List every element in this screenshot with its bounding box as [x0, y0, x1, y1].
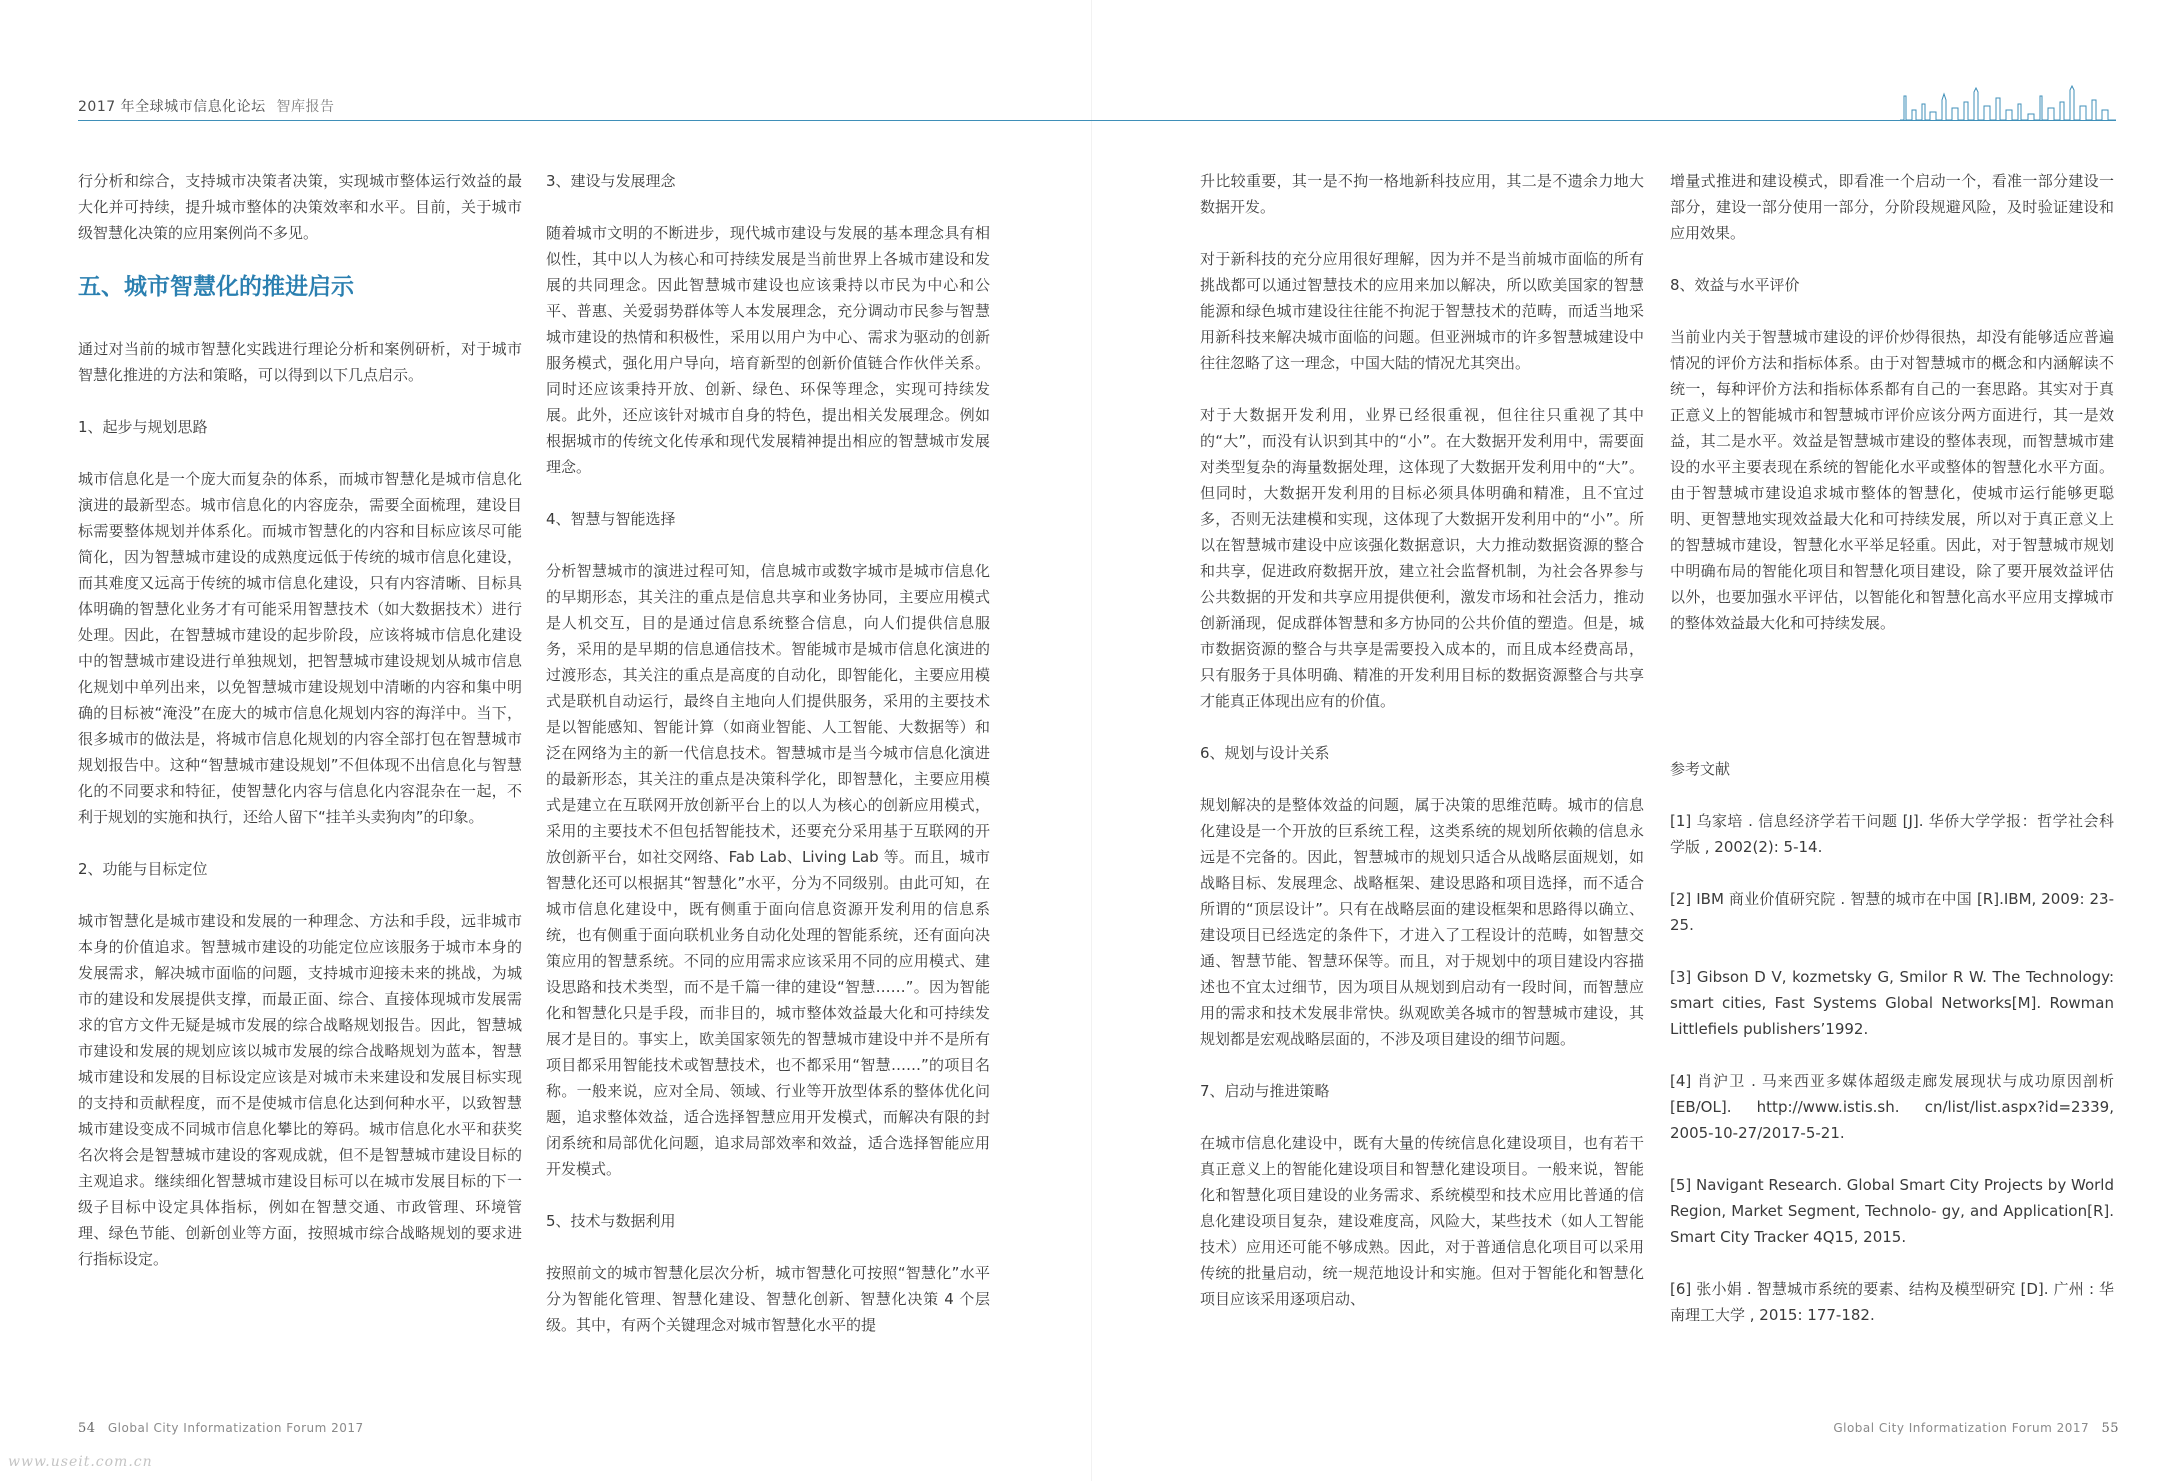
- paragraph: 城市智慧化是城市建设和发展的一种理念、方法和手段，远非城市本身的价值追求。智慧城市建设的功能定位应该服务于城市本身的发展需求，解决城市面临的问题，支持城市迎接未来的挑战，为城市的建设和发展提供支撑，而最正面、综合、直接体现城市发展需求的官方文件无疑是城市发展的综合战略规划报告。因此，智慧城市建设和发展的规划应该以城市发展的综合战略规划为蓝本，智慧城市建设和发展的目标设定应该是对城市未来建设和发展目标实现的支持和贡献程度，而不是使城市信息化达到何种水平，以致智慧城市建设变成不同城市信息化攀比的筹码。城市信息化水平和获奖名次将会是智慧城市建设的客观成就，但不是智慧城市建设目标的主观追求。继续细化智慧城市建设目标可以在城市发展目标的下一级子目标中设定具体指标，例如在智慧交通、市政管理、环境管理、绿色节能、创新创业等方面，按照城市综合战略规划的要求进行指标设定。: [78, 912, 522, 1268]
- paragraph: 当前业内关于智慧城市建设的评价炒得很热，却没有能够适应普遍情况的评价方法和指标体系。由于对智慧城市的概念和内涵解读不统一，每种评价方法和指标体系都有自己的一套思路。其实对于真正意义上的智能城市和智慧城市评价应该分两方面进行，其一是效益，其二是水平。效益是智慧城市建设的整体表现，而智慧城市建设的水平主要表现在系统的智能化水平或整体的智慧化水平方面。由于智慧城市建设追求城市整体的智慧化，使城市运行能够更聪明、更智慧地实现效益最大化和可持续发展，所以对于真正意义上的智慧城市建设，智慧化水平举足轻重。因此，对于智慧城市规划中明确布局的智能化项目和智慧化项目建设，除了要开展效益评估以外，也要加强水平评估，以智能化和智慧化高水平应用支撑城市的整体效益最大化和可持续发展。: [1670, 328, 2114, 632]
- header-title: 2017 年全球城市信息化论坛: [78, 99, 266, 115]
- paragraph: 对于新科技的充分应用很好理解，因为并不是当前城市面临的所有挑战都可以通过智慧技术的应用来加以解决，所以欧美国家的智慧能源和绿色城市建设往往能不拘泥于智慧技术的范畴，而适当地采用新科技来解决城市面临的问题。但亚洲城市的许多智慧城建设中往往忽略了这一理念，中国大陆的情况尤其突出。: [1200, 250, 1644, 372]
- column-1: [78, 168, 522, 1298]
- paragraph: 升比较重要，其一是不拘一格地新科技应用，其二是不遗余力地大数据开发。: [1200, 172, 1644, 216]
- footer-right-text: Global City Informatization Forum 2017: [1833, 1421, 2090, 1435]
- paragraph: 随着城市文明的不断进步，现代城市建设与发展的基本理念具有相似性，其中以人为核心和可持续发展是当前世界上各城市建设和发展的共同理念。因此智慧城市建设也应该秉持以市民为中心和公平、普惠、关爱弱势群体等人本发展理念，充分调动市民参与智慧城市建设的热情和积极性，采用以用户为中心、需求为驱动的创新服务模式，强化用户导向，培育新型的创新价值链合作伙伴关系。同时还应该秉持开放、创新、绿色、环保等理念，实现可持续发展。此外，还应该针对城市自身的特色，提出相关发展理念。例如根据城市的传统文化传承和现代发展精神提出相应的智慧城市发展理念。: [546, 224, 990, 476]
- city-skyline-icon: [1900, 84, 2116, 120]
- paragraph: 分析智慧城市的演进过程可知，信息城市或数字城市是城市信息化的早期形态，其关注的重点是信息共享和业务协同，主要应用模式是人机交互，目的是通过信息系统整合信息，向人们提供信息服务，采用的是早期的信息通信技术。智能城市是城市信息化演进的过渡形态，其关注的重点是高度的自动化，即智能化，主要应用模式是联机自动运行，最终自主地向人们提供服务，采用的主要技术是以智能感知、智能计算（如商业智能、人工智能、大数据等）和泛在网络为主的新一代信息技术。智慧城市是当今城市信息化演进的最新形态，其关注的重点是决策科学化，即智慧化，主要应用模式是建立在互联网开放创新平台上的以人为核心的创新应用模式，采用的主要技术不但包括智能技术，还要充分采用基于互联网的开放创新平台，如社交网络、Fab Lab、Living Lab 等。而且，城市智慧化还可以根据其“智慧化”水平，分为不同级别。由此可知，在城市信息化建设中，既有侧重于面向信息资源开发利用的信息系统，也有侧重于面向联机业务自动化处理的智能系统，还有面向决策应用的智慧系统。不同的应用需求应该采用不同的应用模式、建设思路和技术类型，而不是千篇一律的建设“智慧……”。因为智能化和智慧化只是手段，而非目的，城市整体效益最大化和可持续发展才是目的。事实上，欧美国家领先的智慧城市建设中并不是所有项目都采用智能技术或智慧技术，也不都采用“智慧……”的项目名称。一般来说，应对全局、领域、行业等开放型体系的整体优化问题，追求整体效益，适合选择智慧应用开发模式，而解决有限的封闭系统和局部优化问题，追求局部效率和效益，适合选择智能应用开发模式。: [546, 562, 990, 1178]
- paragraph: 规划解决的是整体效益的问题，属于决策的思维范畴。城市的信息化建设是一个开放的巨系统工程，这类系统的规划所依赖的信息永远是不完备的。因此，智慧城市的规划只适合从战略层面规划，如战略目标、发展理念、战略框架、建设思路和项目选择，而不适合所谓的“顶层设计”。只有在战略层面的建设框架和思路得以确立、建设项目已经选定的条件下，才进入了工程设计的范畴，如智慧交通、智慧节能、智慧环保等。而且，对于规划中的项目建设内容描述也不宜太过细节，因为项目从规划到启动有一段时间，而智慧应用的需求和技术发展非常快。纵观欧美各城市的智慧城市建设，其规划都是宏观战略层面的，不涉及项目建设的细节问题。: [1200, 796, 1644, 1048]
- reference-item: [1] 乌家培 . 信息经济学若干问题 [J]. 华侨大学学报：哲学社会科学版 , 2002(2): 5-14.: [1670, 812, 2114, 856]
- header-rule: [78, 120, 2116, 121]
- paragraph: 城市信息化是一个庞大而复杂的体系，而城市智慧化是城市信息化演进的最新型态。城市信息化的内容庞杂，需要全面梳理，建设目标需要整体规划并体系化。而城市智慧化的内容和目标应该尽可能简化，因为智慧城市建设的成熟度远低于传统的城市信息化建设，而其难度又远高于传统的城市信息化建设，只有内容清晰、目标具体明确的智慧化业务才有可能采用智慧技术（如大数据技术）进行处理。因此，在智慧城市建设的起步阶段，应该将城市信息化建设中的智慧城市建设进行单独规划，把智慧城市建设规划从城市信息化规划中单列出来，以免智慧城市建设规划中清晰的内容和集中明确的目标被“淹没”在庞大的城市信息化规划内容的海洋中。当下，很多城市的做法是，将城市信息化规划的内容全部打包在智慧城市规划报告中。这种“智慧城市建设规划”不但体现不出信息化与智慧化的不同要求和特征，使智慧化内容与信息化内容混杂在一起，不利于规划的实施和执行，还给人留下“挂羊头卖狗肉”的印象。: [78, 470, 522, 826]
- column-4: [1670, 168, 2114, 1354]
- subsection-heading: 4、智慧与智能选择: [546, 510, 676, 528]
- footer-left-text: Global City Informatization Forum 2017: [107, 1421, 364, 1435]
- subsection-heading: 5、技术与数据利用: [546, 1212, 676, 1230]
- paragraph: 按照前文的城市智慧化层次分析，城市智慧化可按照“智慧化”水平分为智能化管理、智慧化建设、智慧化创新、智慧化决策 4 个层级。其中，有两个关键理念对城市智慧化水平的提: [546, 1264, 990, 1334]
- references-heading: 参考文献: [1670, 760, 1731, 778]
- column-3: [1200, 168, 1644, 1338]
- reference-item: [3] Gibson D V, kozmetsky G, Smilor R W. The Technology: smart cities, Fast Systems Global Networks[M]. Rowman Littlefiels publishers’1992.: [1670, 968, 2114, 1038]
- footer-left: [78, 1421, 364, 1436]
- reference-item: [5] Navigant Research. Global Smart City Projects by World Region, Market Segment, Technolo- gy, and Application[R]. Smart City Tracker 4Q15, 2015.: [1670, 1176, 2114, 1246]
- header-subtitle: 智库报告: [276, 99, 335, 115]
- paragraph: 增量式推进和建设模式，即看准一个启动一个，看准一部分建设一部分，建设一部分使用一部分，分阶段规避风险，及时验证建设和应用效果。: [1670, 172, 2114, 242]
- subsection-heading: 2、功能与目标定位: [78, 860, 208, 878]
- section-title: 五、城市智慧化的推进启示: [78, 273, 354, 300]
- reference-item: [2] IBM 商业价值研究院 . 智慧的城市在中国 [R].IBM, 2009: 23-25.: [1670, 890, 2114, 934]
- page-gutter: [1091, 0, 1092, 1481]
- subsection-heading: 1、起步与规划思路: [78, 418, 208, 436]
- footer-right: [1833, 1421, 2119, 1436]
- running-header: [78, 96, 335, 116]
- page-number-right: 55: [2101, 1421, 2119, 1436]
- paragraph: 行分析和综合，支持城市决策者决策，实现城市整体运行效益的最大化并可持续，提升城市整体的决策效率和水平。目前，关于城市级智慧化决策的应用案例尚不多见。: [78, 172, 522, 242]
- subsection-heading: 7、启动与推进策略: [1200, 1082, 1330, 1100]
- reference-item: [4] 肖沪卫 . 马来西亚多媒体超级走廊发展现状与成功原因剖析 [EB/OL]. http://www.istis.sh. cn/list/list.aspx?id=2339, 2005-10-27/2017-5-21.: [1670, 1072, 2114, 1142]
- reference-item: [6] 张小娟 . 智慧城市系统的要素、结构及模型研究 [D]. 广州 : 华南理工大学 , 2015: 177-182.: [1670, 1280, 2114, 1324]
- paragraph: 对于大数据开发利用，业界已经很重视，但往往只重视了其中的“大”，而没有认识到其中的“小”。在大数据开发利用中，需要面对类型复杂的海量数据处理，这体现了大数据开发利用中的“大”。但同时，大数据开发利用的目标必须具体明确和精准，且不宜过多，否则无法建模和实现，这体现了大数据开发利用中的“小”。所以在智慧城市建设中应该强化数据意识，大力推动数据资源的整合和共享，促进政府数据开放，建立社会监督机制，为社会各界参与公共数据的开发和共享应用提供便利，激发市场和社会活力，推动创新涌现，促成群体智慧和多方协同的公共价值的塑造。但是，城市数据资源的整合与共享是需要投入成本的，而且成本经费高昂，只有服务于具体明确、精准的开发利用目标的数据资源整合与共享才能真正体现出应有的价值。: [1200, 406, 1644, 710]
- paragraph: 通过对当前的城市智慧化实践进行理论分析和案例研析，对于城市智慧化推进的方法和策略，可以得到以下几点启示。: [78, 340, 522, 384]
- subsection-heading: 3、建设与发展理念: [546, 172, 676, 190]
- paragraph: 在城市信息化建设中，既有大量的传统信息化建设项目，也有若干真正意义上的智能化建设项目和智慧化建设项目。一般来说，智能化和智慧化项目建设的业务需求、系统模型和技术应用比普通的信息化建设项目复杂，建设难度高，风险大，某些技术（如人工智能技术）应用还可能不够成熟。因此，对于普通信息化项目可以采用传统的批量启动，统一规范地设计和实施。但对于智能化和智慧化项目应该采用逐项启动、: [1200, 1134, 1644, 1308]
- watermark: www.useit.com.cn: [8, 1454, 153, 1470]
- subsection-heading: 6、规划与设计关系: [1200, 744, 1330, 762]
- subsection-heading: 8、效益与水平评价: [1670, 276, 1800, 294]
- column-2: [546, 168, 990, 1364]
- page-number-left: 54: [78, 1421, 96, 1436]
